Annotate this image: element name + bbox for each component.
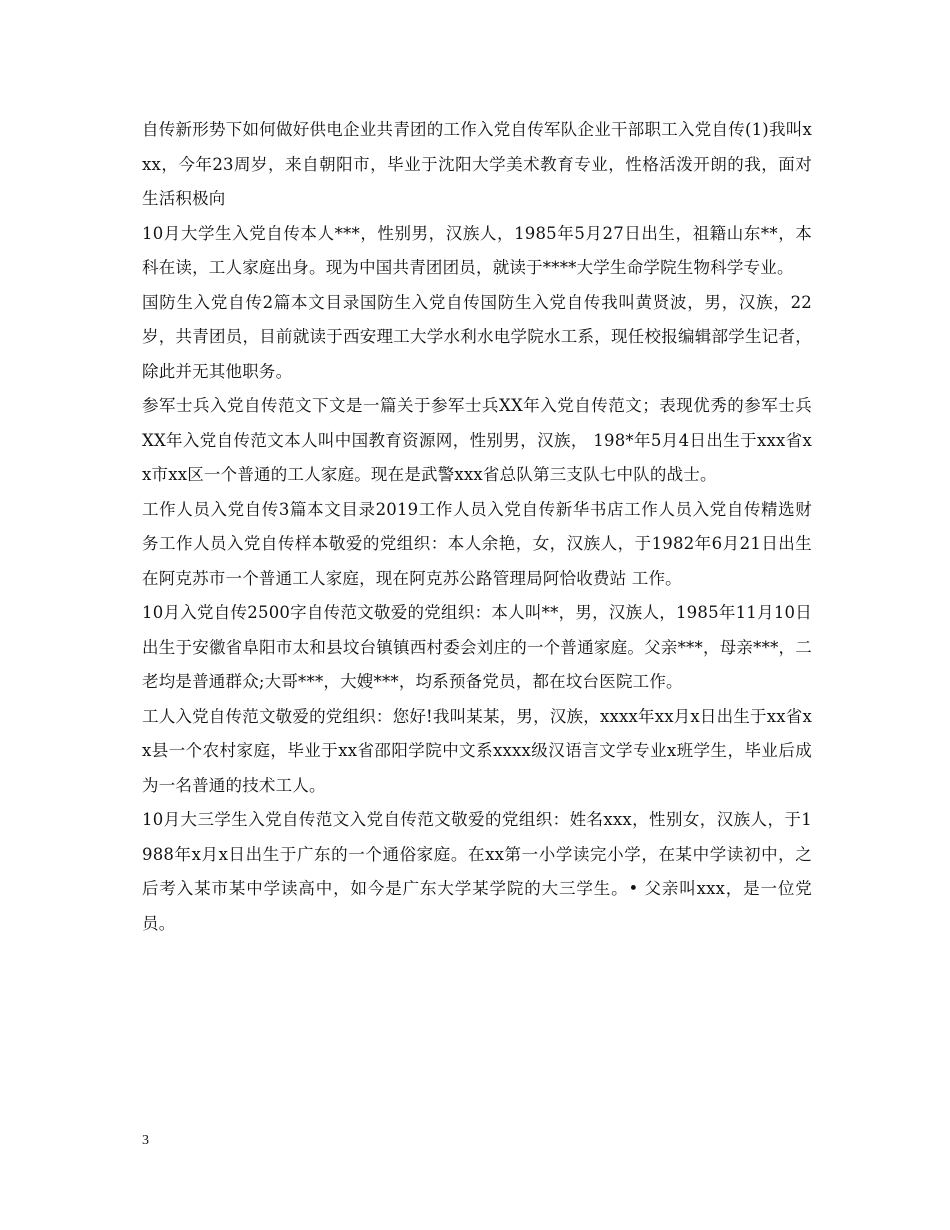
document-body xyxy=(142,113,812,941)
page-number: 3 xyxy=(142,1133,149,1148)
paragraph-2: 10月大学生入党自传本人***，性别男，汉族人，1985年5月27日出生，祖籍山东**，本科在读，工人家庭出身。现为中国共青团团员，就读于****大学生命学院生物科学专业。 xyxy=(142,223,812,277)
paragraph-8: 10月大三学生入党自传范文入党自传范文敬爱的党组织：姓名xxx，性别女，汉族人，于1988年x月x日出生于广东的一个通俗家庭。在xx第一小学读完小学，在某中学读初中，之后考入某市某中学读高中，如今是广东大学某学院的大三学生。• 父亲叫xxx，是一位党员。 xyxy=(142,810,812,933)
paragraph-6: 10月入党自传2500字自传范文敬爱的党组织：本人叫**，男，汉族人，1985年11月10日出生于安徽省阜阳市太和县坟台镇镇西村委会刘庄的一个普通家庭。父亲***，母亲***，二老均是普通群众;大哥***，大嫂***，均系预备党员，都在坟台医院工作。 xyxy=(142,603,812,691)
paragraph-5: 工作人员入党自传3篇本文目录2019工作人员入党自传新华书店工作人员入党自传精选财务工作人员入党自传样本敬爱的党组织：本人余艳，女，汉族人，于1982年6月21日出生在阿克苏市一个普通工人家庭，现在阿克苏公路管理局阿恰收费站 工作。 xyxy=(142,499,812,588)
paragraph-7: 工人入党自传范文敬爱的党组织：您好!我叫某某，男，汉族，xxxx年xx月x日出生于xx省xx县一个农村家庭，毕业于xx省邵阳学院中文系xxxx级汉语言文学专业x班学生，毕业后成为一名普通的技术工人。 xyxy=(142,706,812,795)
paragraph-3: 国防生入党自传2篇本文目录国防生入党自传国防生入党自传我叫黄贤波，男，汉族，22岁，共青团员，目前就读于西安理工大学水利水电学院水工系，现任校报编辑部学生记者，除此并无其他职务。 xyxy=(142,292,812,381)
paragraph-4: 参军士兵入党自传范文下文是一篇关于参军士兵XX年入党自传范文；表现优秀的参军士兵XX年入党自传范文本人叫中国教育资源网，性别男，汉族， 198*年5月4日出生于xxx省xx市xx区一个普通的工人家庭。现在是武警xxx省总队第三支队七中队的战士。 xyxy=(142,396,812,484)
paragraph-1: 自传新形势下如何做好供电企业共青团的工作入党自传军队企业干部职工入党自传(1)我叫xxx，今年23周岁，来自朝阳市，毕业于沈阳大学美术教育专业，性格活泼开朗的我，面对生活积极向 xyxy=(142,120,812,208)
